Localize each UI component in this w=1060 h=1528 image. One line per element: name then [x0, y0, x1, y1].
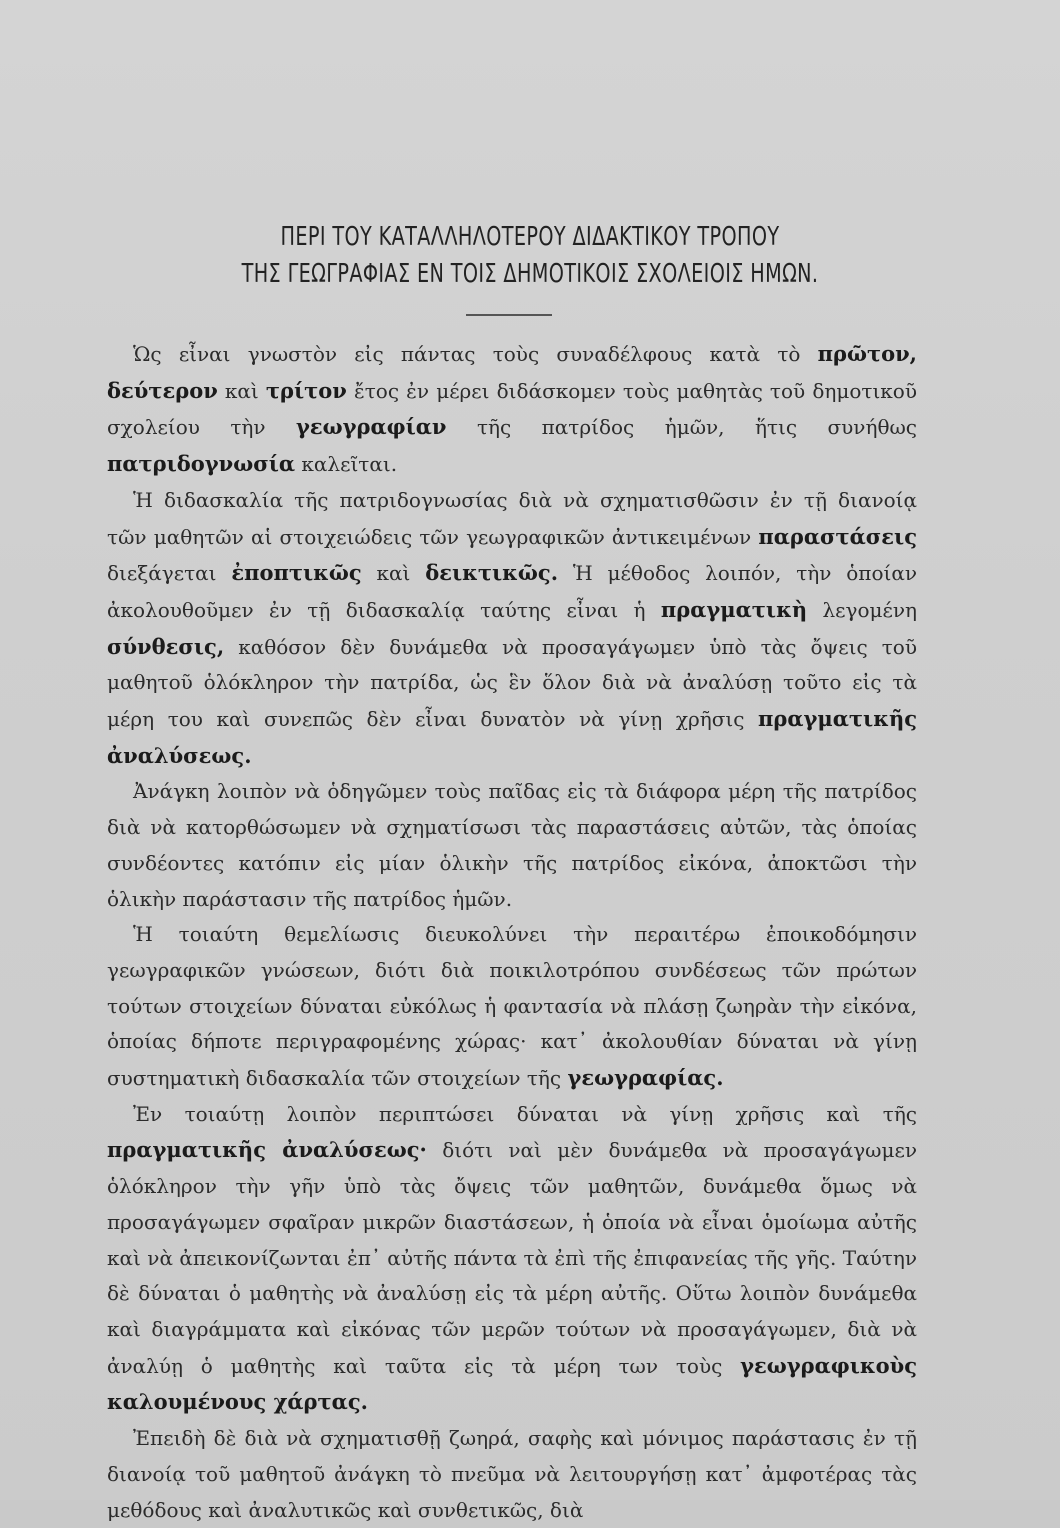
emphasis-term: δεύτερον: [107, 377, 218, 403]
text-run: ἔτος ἐν μέρει διδάσκομεν τοὺς μαθητὰς τοῦ δημοτικοῦ σχολείου τὴν: [107, 378, 917, 440]
emphasis-term: πραγματικῆς ἀναλύσεως·: [107, 1137, 427, 1163]
emphasis-term: παραστάσεις: [758, 523, 917, 549]
emphasis-term: τρίτον: [265, 377, 347, 403]
paragraph-4: [107, 917, 917, 1097]
text-run: Ἡ μέθοδος λοιπόν, τὴν ὁποίαν ἀκολουθοῦμεν ἐν τῇ διδασκαλίᾳ ταύτης εἶναι ἡ: [107, 561, 917, 622]
text-run: Ὡς εἶναι γνωστὸν εἰς πάντας τοὺς συναδέλφους κατὰ τὸ: [133, 342, 818, 366]
paragraph-6: [107, 1421, 917, 1528]
text-run: Ἡ τοιαύτη θεμελίωσις διευκολύνει τὴν περαιτέρω ἐποικοδόμησιν γεωγραφικῶν γνώσεων, διότι διὰ ποικιλοτρόπου συνδέσεως τῶν πρώτων τούτων στοιχείων δύναται εὐκόλως ἡ φαντασία νὰ πλάσῃ ζωηρὰν τὴν εἰκόνα, ὁποίας δήποτε περιγραφομένης χώρας· κατ᾽ ἀκολουθίαν δύναται νὰ γίνῃ συστηματικὴ διδασκαλία τῶν στοιχείων τῆς: [107, 922, 917, 1091]
emphasis-term: πατριδογνωσία: [107, 451, 296, 477]
emphasis-term: πραγματικῆς ἀναλύσεως.: [107, 706, 917, 768]
text-run: Ἐπειδὴ δὲ διὰ νὰ σχηματισθῇ ζωηρά, σαφὴς καὶ μόνιμος παράστασις ἐν τῇ διανοίᾳ τοῦ μαθητοῦ ἀνάγκη τὸ πνεῦμα νὰ λειτουργήσῃ κατ᾽ ἀμφοτέρας τὰς μεθόδους καὶ ἀναλυτικῶς καὶ συνθετικῶς, διὰ: [107, 1426, 917, 1522]
emphasis-term: γεωγραφίας.: [567, 1065, 724, 1091]
emphasis-term: γεωγραφίαν: [296, 414, 447, 440]
text-run: διότι ναὶ μὲν δυνάμεθα νὰ προσαγάγωμεν ὁλόκληρον τὴν γῆν ὑπὸ τὰς ὄψεις τῶν μαθητῶν, δυνάμεθα ὅμως νὰ προσαγάγωμεν σφαῖραν μικρῶν διαστάσεων, ἡ ὁποία νὰ εἶναι ὁμοίωμα αὐτῆς καὶ νὰ ἀπεικονίζωνται ἐπ᾽ αὐτῆς πάντα τὰ ἐπὶ τῆς ἐπιφανείας τῆς γῆς. Ταύτην δὲ δύναται ὁ μαθητὴς νὰ ἀναλύσῃ εἰς τὰ μέρη αὐτῆς. Οὕτω λοιπὸν δυνάμεθα καὶ διαγράμματα καὶ εἰκόνας τῶν μερῶν τούτων νὰ προσαγάγωμεν, διὰ νὰ ἀναλύῃ ὁ μαθητὴς καὶ ταῦτα εἰς τὰ μέρη των τοὺς: [107, 1138, 917, 1378]
emphasis-term: ἐποπτικῶς: [231, 560, 362, 586]
document-body: [107, 336, 917, 1528]
document-title-line-1: ΠΕΡΙ ΤΟΥ ΚΑΤΑΛΛΗΛΟΤΕΡΟΥ ΔΙΔΑΚΤΙΚΟΥ ΤΡΟΠΟΥ: [280, 222, 780, 252]
document-title-line-2: ΤΗΣ ΓΕΩΓΡΑΦΙΑΣ ΕΝ ΤΟΙΣ ΔΗΜΟΤΙΚΟΙΣ ΣΧΟΛΕΙΟΙΣ ΗΜΩΝ.: [241, 259, 819, 289]
emphasis-term: σύνθεσις,: [107, 633, 225, 659]
emphasis-term: δεικτικῶς.: [425, 560, 559, 586]
text-run: Ἀνάγκη λοιπὸν νὰ ὁδηγῶμεν τοὺς παῖδας εἰς τὰ διάφορα μέρη τῆς πατρίδος διὰ νὰ κατορθώσωμεν νὰ σχηματίσωσι τὰς παραστάσεις αὐτῶν, τὰς ὁποίας συνδέοντες κατόπιν εἰς μίαν ὁλικὴν τῆς πατρίδος εἰκόνα, ἀποκτῶσι τὴν ὁλικὴν παράστασιν τῆς πατρίδος ἡμῶν.: [107, 779, 917, 911]
text-run: καὶ: [217, 378, 266, 403]
emphasis-term: πρῶτον,: [817, 341, 917, 366]
text-run: καὶ: [361, 561, 426, 586]
paragraph-5: [107, 1097, 917, 1421]
text-run: καθόσον δὲν δυνάμεθα νὰ προσαγάγωμεν ὑπὸ τὰς ὄψεις τοῦ μαθητοῦ ὁλόκληρον τὴν πατρίδα, ὡς ἓν ὅλον διὰ νὰ ἀναλύσῃ τοῦτο εἰς τὰ μέρη του καὶ συνεπῶς δὲν εἶναι δυνατὸν νὰ γίνῃ χρῆσις: [107, 634, 917, 732]
emphasis-term: πραγματικὴ: [660, 596, 808, 622]
paragraph-2: [107, 483, 917, 775]
text-run: τῆς πατρίδος ἡμῶν, ἥτις συνήθως: [446, 415, 918, 440]
text-run: Ἐν τοιαύτῃ λοιπὸν περιπτώσει δύναται νὰ γίνῃ χρῆσις καὶ τῆς: [133, 1101, 917, 1126]
text-run: διεξάγεται: [107, 561, 232, 586]
text-run: λεγομένη: [807, 597, 917, 622]
paragraph-1: [107, 336, 917, 483]
title-divider: [466, 314, 552, 316]
text-run: Ἡ διδασκαλία τῆς πατριδογνωσίας διὰ νὰ σχηματισθῶσιν ἐν τῇ διανοίᾳ τῶν μαθητῶν αἱ στοιχειώδεις τῶν γεωγραφικῶν ἀντικειμένων: [107, 487, 917, 549]
emphasis-term: γεωγραφικοὺς καλουμένους χάρτας.: [107, 1352, 917, 1415]
text-run: καλεῖται.: [295, 452, 398, 477]
paragraph-3: [107, 774, 917, 917]
